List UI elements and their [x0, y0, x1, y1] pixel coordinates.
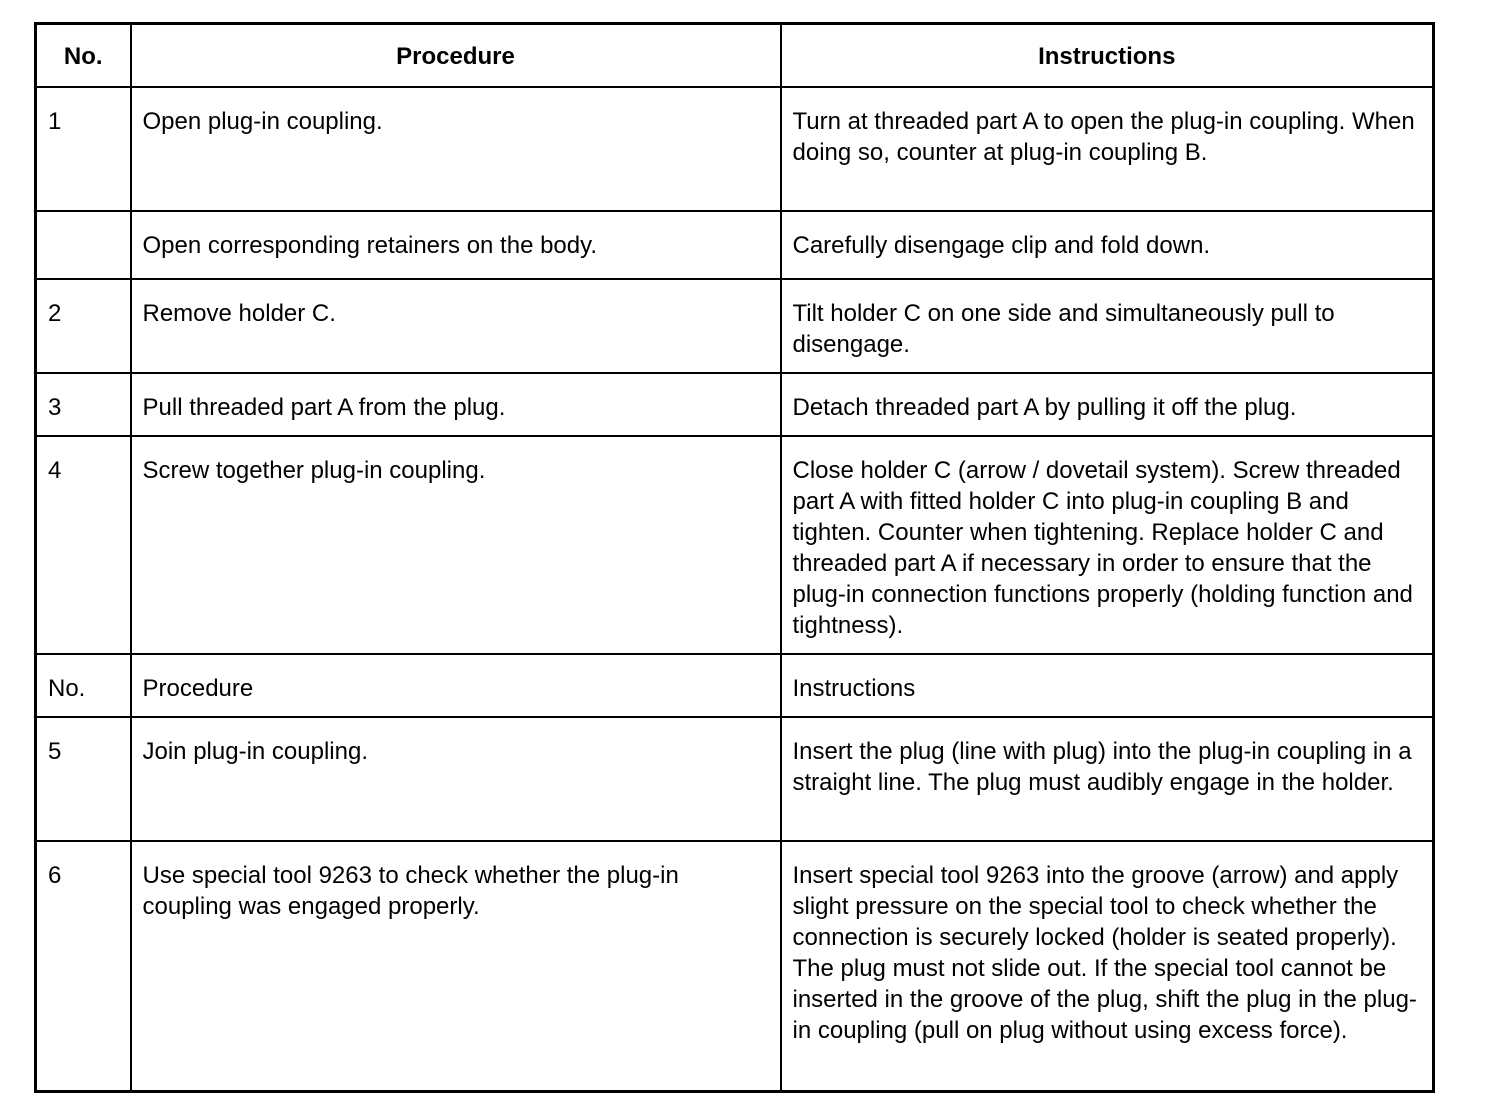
row-instructions: Detach threaded part A by pulling it off the plug. — [781, 373, 1434, 436]
row-instructions: Close holder C (arrow / dovetail system). Screw threaded part A with fitted holder C into plug-in coupling B and tighten. Counter when tightening. Replace holder C and threaded part A if necessary in order to ensure that the plug-in connection functions properly (holding function and tightness). — [781, 436, 1434, 654]
row-procedure: Use special tool 9263 to check whether the plug-in coupling was engaged properly. — [131, 841, 781, 1091]
row-number: 1 — [36, 87, 131, 211]
header-procedure: Procedure — [131, 24, 781, 88]
table-header-row — [36, 24, 1434, 88]
row-instructions: Carefully disengage clip and fold down. — [781, 211, 1434, 279]
header-instructions: Instructions — [781, 24, 1434, 88]
row-procedure: Procedure — [131, 654, 781, 717]
row-number — [36, 211, 131, 279]
table-row — [36, 279, 1434, 373]
procedure-table — [34, 22, 1435, 1093]
row-procedure: Remove holder C. — [131, 279, 781, 373]
row-number: 6 — [36, 841, 131, 1091]
table-row-repeated-header — [36, 654, 1434, 717]
header-no: No. — [36, 24, 131, 88]
table-row — [36, 373, 1434, 436]
table-row — [36, 436, 1434, 654]
row-instructions: Insert the plug (line with plug) into the plug-in coupling in a straight line. The plug must audibly engage in the holder. — [781, 717, 1434, 841]
row-number: No. — [36, 654, 131, 717]
row-procedure: Pull threaded part A from the plug. — [131, 373, 781, 436]
row-procedure: Open corresponding retainers on the body. — [131, 211, 781, 279]
row-number: 2 — [36, 279, 131, 373]
table-row — [36, 87, 1434, 211]
table-row — [36, 841, 1434, 1091]
table-row — [36, 211, 1434, 279]
row-number: 3 — [36, 373, 131, 436]
row-procedure: Screw together plug-in coupling. — [131, 436, 781, 654]
row-number: 4 — [36, 436, 131, 654]
row-procedure: Join plug-in coupling. — [131, 717, 781, 841]
row-instructions: Turn at threaded part A to open the plug-in coupling. When doing so, counter at plug-in coupling B. — [781, 87, 1434, 211]
row-instructions: Instructions — [781, 654, 1434, 717]
table-row — [36, 717, 1434, 841]
row-instructions: Tilt holder C on one side and simultaneously pull to disengage. — [781, 279, 1434, 373]
row-procedure: Open plug-in coupling. — [131, 87, 781, 211]
row-instructions: Insert special tool 9263 into the groove (arrow) and apply slight pressure on the special tool to check whether the connection is securely locked (holder is seated properly). The plug must not slide out. If the special tool cannot be inserted in the groove of the plug, shift the plug in the plug-in coupling (pull on plug without using excess force). — [781, 841, 1434, 1091]
row-number: 5 — [36, 717, 131, 841]
